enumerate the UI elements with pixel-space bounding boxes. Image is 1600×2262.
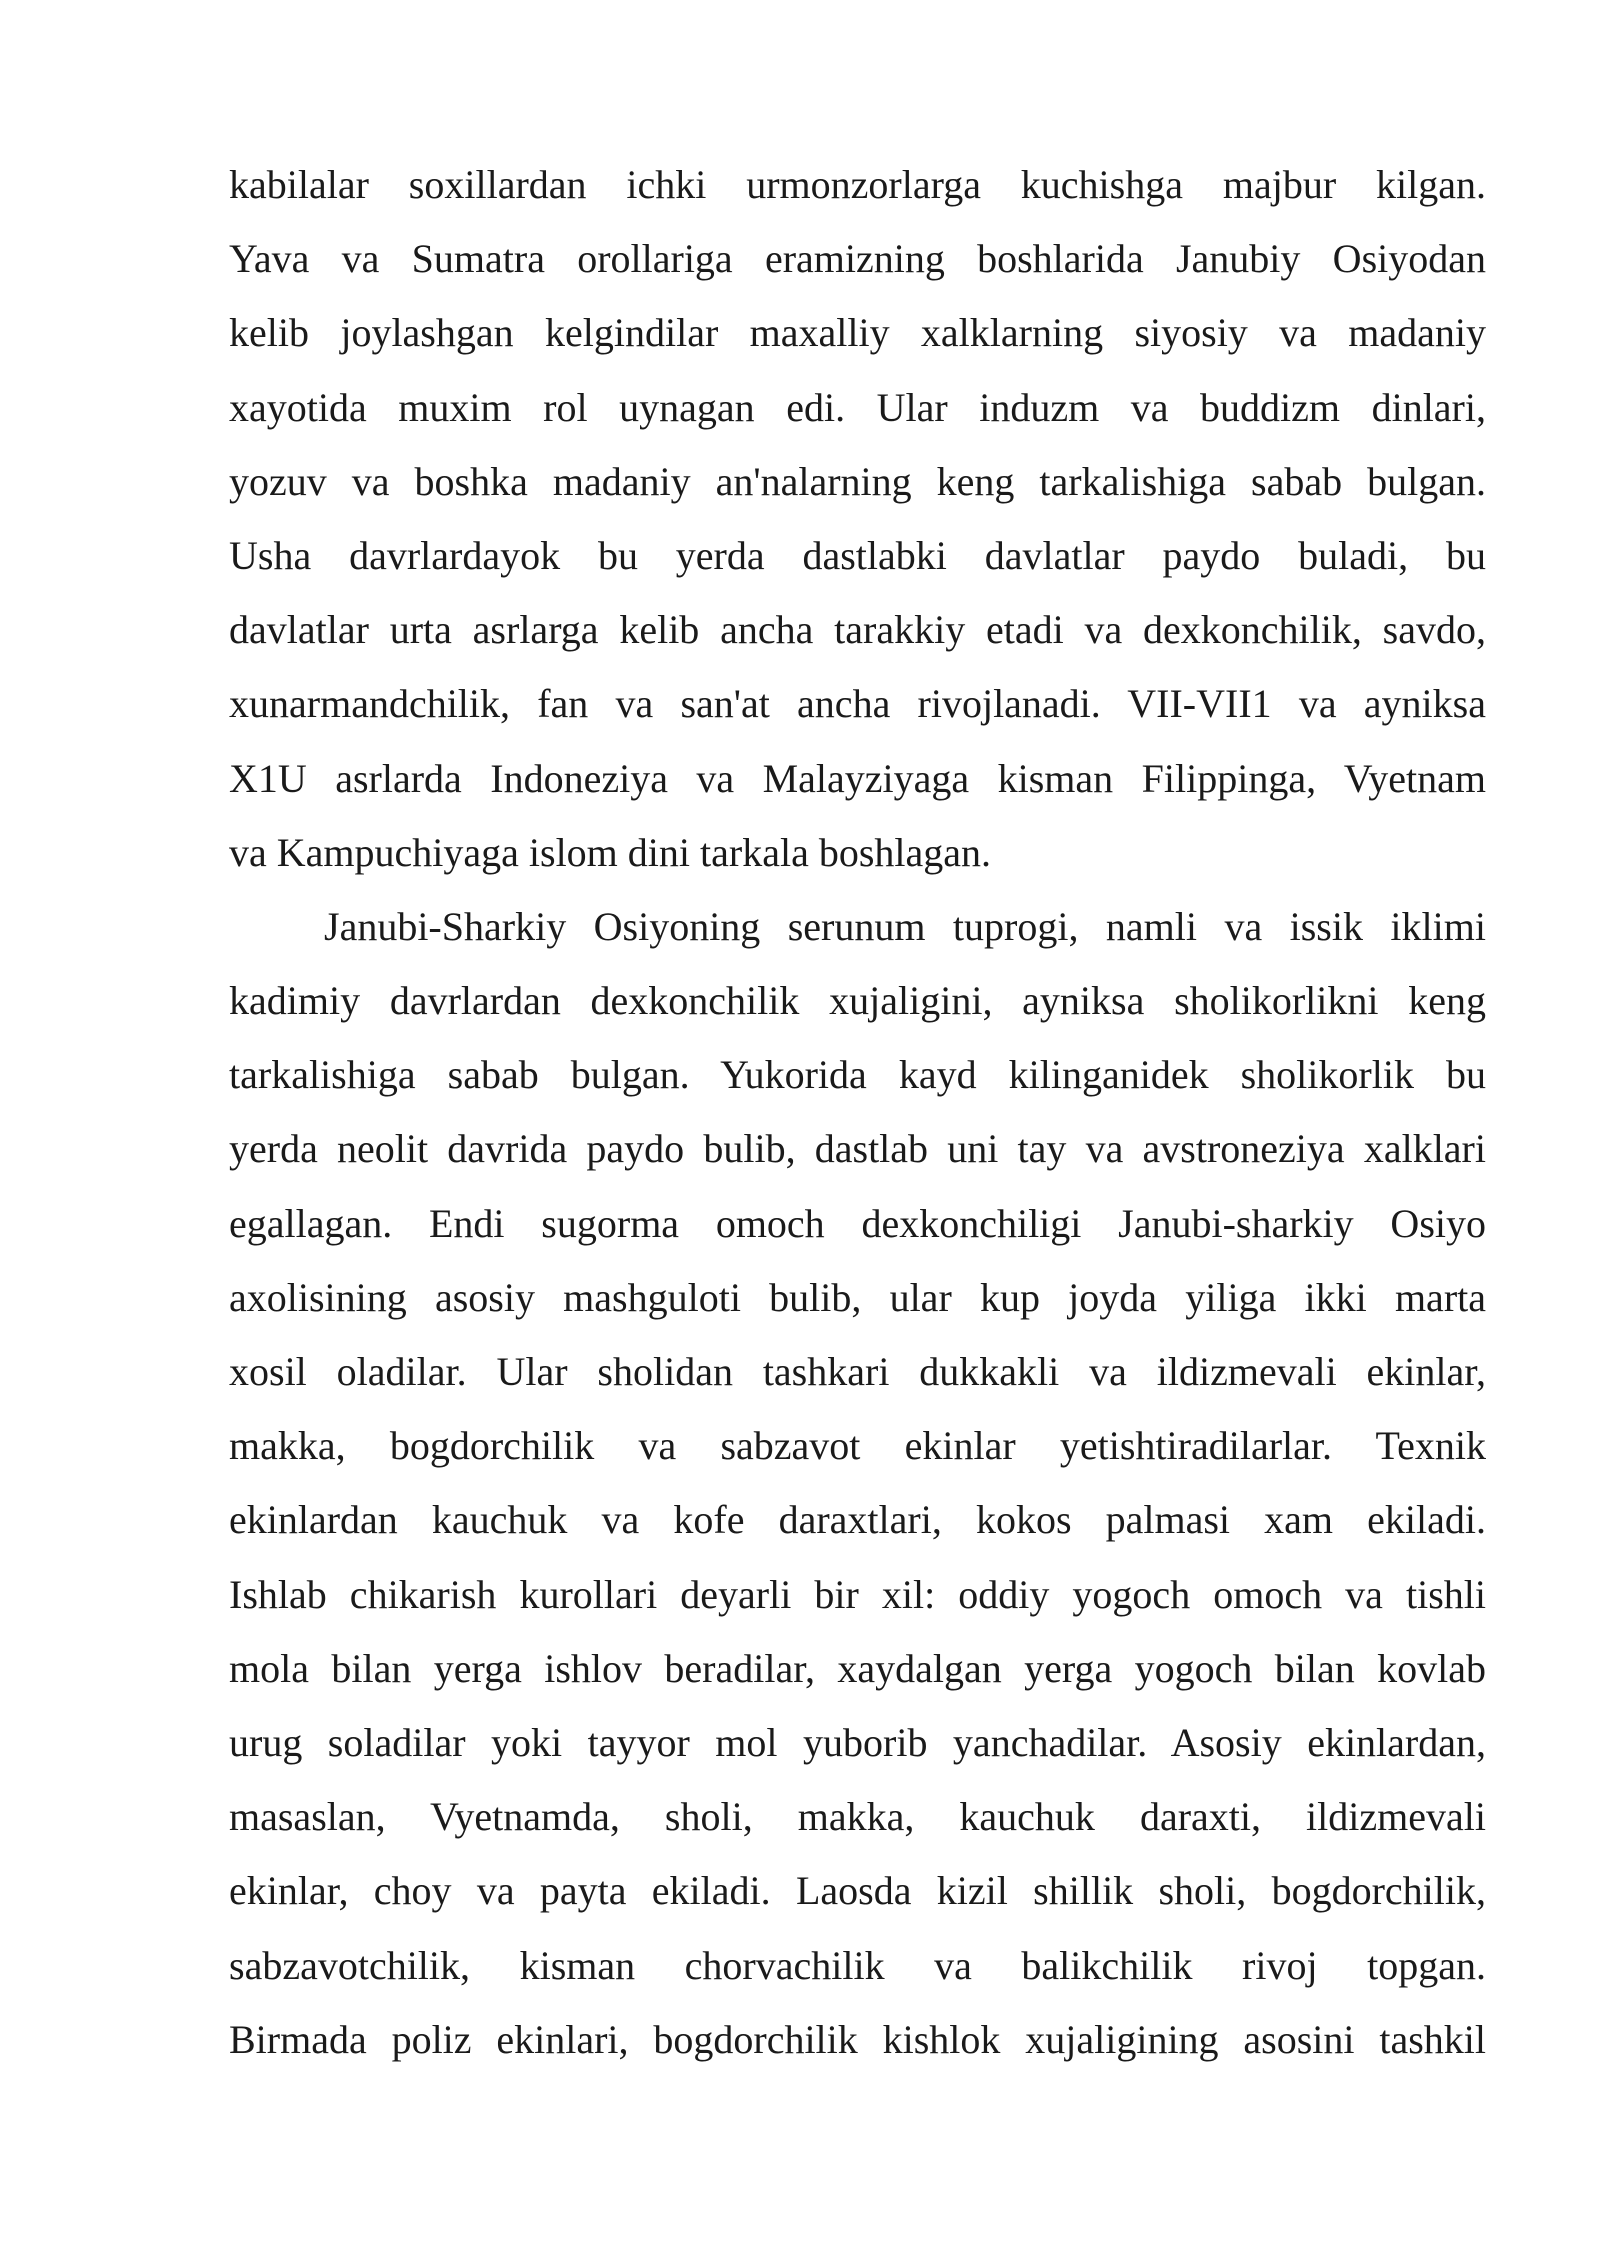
text-line: kelib joylashgan kelgindilar maxalliy xalklarning siyosiy va madaniy <box>229 310 1486 356</box>
text-line: Ishlab chikarish kurollari deyarli bir xil: oddiy yogoch omoch va tishli <box>229 1571 1486 1617</box>
text-line: X1U asrlarda Indoneziya va Malayziyaga kisman Filippinga, Vyetnam <box>229 755 1486 801</box>
text-line: tarkalishiga sabab bulgan. Yukorida kayd kilinganidek sholikorlik bu <box>229 1052 1486 1098</box>
text-line: Birmada poliz ekinlari, bogdorchilik kishlok xujaligining asosini tashkil <box>229 2016 1486 2062</box>
text-line: xunarmandchilik, fan va san'at ancha rivojlanadi. VII-VII1 va ayniksa <box>229 681 1486 727</box>
text-line: kadimiy davrlardan dexkonchilik xujaligini, ayniksa sholikorlikni keng <box>229 978 1486 1024</box>
text-line: urug soladilar yoki tayyor mol yuborib yanchadilar. Asosiy ekinlardan, <box>229 1719 1486 1765</box>
text-line: xayotida muxim rol uynagan edi. Ular induzm va buddizm dinlari, <box>229 384 1486 430</box>
text-line: Yava va Sumatra orollariga eramizning boshlarida Janubiy Osiyodan <box>229 236 1486 282</box>
text-line: makka, bogdorchilik va sabzavot ekinlar yetishtiradilarlar. Texnik <box>229 1423 1486 1469</box>
text-line: mola bilan yerga ishlov beradilar, xaydalgan yerga yogoch bilan kovlab <box>229 1645 1486 1691</box>
text-line: masaslan, Vyetnamda, sholi, makka, kauchuk daraxti, ildizmevali <box>229 1794 1486 1840</box>
text-line: va Kampuchiyaga islom dini tarkala boshlagan. <box>229 829 992 875</box>
text-line: kabilalar soxillardan ichki urmonzorlarga kuchishga majbur kilgan. <box>229 162 1486 207</box>
text-line: Usha davrlardayok bu yerda dastlabki davlatlar paydo buladi, bu <box>229 532 1486 578</box>
text-line: yozuv va boshka madaniy an'nalarning keng tarkalishiga sabab bulgan. <box>229 458 1486 504</box>
body-text <box>229 148 1486 2077</box>
text-line: davlatlar urta asrlarga kelib ancha tarakkiy etadi va dexkonchilik, savdo, <box>229 607 1486 653</box>
text-line: xosil oladilar. Ular sholidan tashkari dukkakli va ildizmevali ekinlar, <box>229 1349 1486 1394</box>
text-line: ekinlardan kauchuk va kofe daraxtlari, kokos palmasi xam ekiladi. <box>229 1497 1486 1543</box>
text-line: ekinlar, choy va payta ekiladi. Laosda kizil shillik sholi, bogdorchilik, <box>229 1868 1486 1914</box>
text-line: yerda neolit davrida paydo bulib, dastlab uni tay va avstroneziya xalklari <box>229 1126 1486 1172</box>
text-line: axolisining asosiy mashguloti bulib, ular kup joyda yiliga ikki marta <box>229 1274 1486 1320</box>
text-line: egallagan. Endi sugorma omoch dexkonchiligi Janubi-sharkiy Osiyo <box>229 1200 1486 1246</box>
paragraph-first-line: Janubi-Sharkiy Osiyoning serunum tuprogi, namli va issik iklimi <box>324 903 1486 949</box>
text-line: sabzavotchilik, kisman chorvachilik va balikchilik rivoj topgan. <box>229 1942 1486 1988</box>
